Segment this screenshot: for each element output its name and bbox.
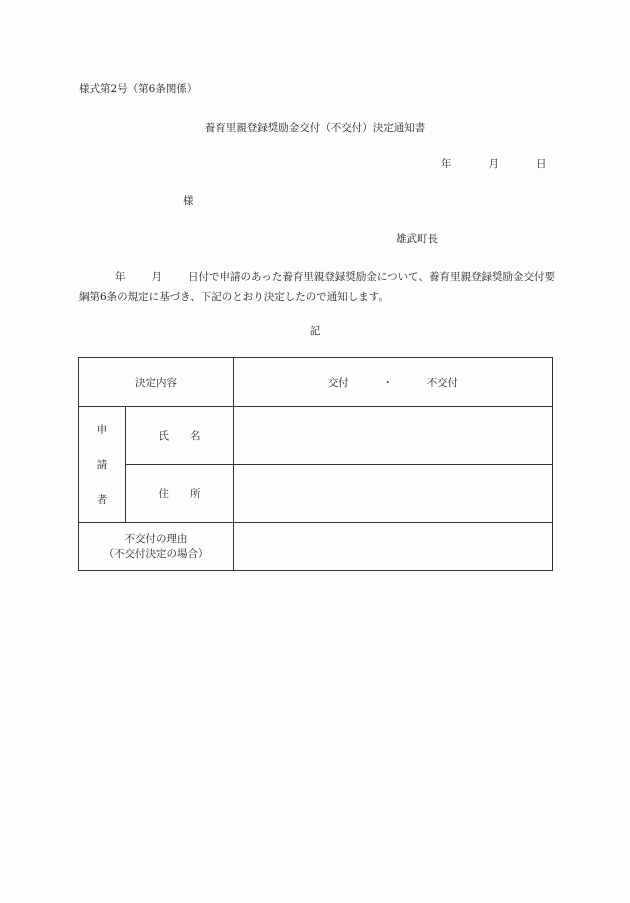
applicant-char-2: 請 [96, 458, 108, 471]
reason-label-line1: 不交付の理由 [124, 532, 188, 545]
date-year: 年 [441, 158, 452, 170]
notification-body [79, 267, 555, 307]
form-number: 様式第2号（第6条関係） [79, 83, 198, 95]
address-field[interactable] [234, 465, 553, 523]
date-day: 日 [536, 158, 547, 170]
body-year: 年 [115, 271, 126, 283]
date-line [441, 156, 547, 171]
document-title: 養育里親登録奨励金交付（不交付）決定通知書 [204, 122, 426, 134]
reason-label-line2: （不交付決定の場合） [103, 547, 209, 560]
applicant-address-row [79, 465, 553, 523]
decision-label: 決定内容 [79, 358, 234, 407]
name-label: 氏 名 [126, 407, 234, 465]
sender-name: 雄武町長 [396, 233, 438, 245]
ki-heading: 記 [309, 325, 321, 337]
applicant-char-3: 者 [96, 493, 108, 506]
name-field[interactable] [234, 407, 553, 465]
applicant-char-1: 申 [96, 423, 108, 436]
addressee-suffix: 様 [183, 195, 194, 207]
decision-row [79, 358, 553, 407]
decision-option-grant[interactable]: 交付 [327, 376, 349, 389]
applicant-name-row [79, 407, 553, 465]
reason-row [79, 523, 553, 571]
body-month: 月 [151, 271, 162, 283]
applicant-label [79, 407, 126, 523]
date-month: 月 [488, 158, 499, 170]
decision-option-deny[interactable]: 不交付 [426, 376, 459, 389]
reason-label [79, 523, 234, 571]
reason-field[interactable] [234, 523, 553, 571]
decision-options [234, 358, 553, 407]
body-text: 日付で申請のあった養育里親登録奨励金について、養育里親登録奨励金交付要綱第6条の規定に基づき、下記のとおり決定したので通知します。 [79, 271, 555, 303]
decision-table [78, 357, 553, 571]
address-label: 住 所 [126, 465, 234, 523]
decision-separator: ・ [382, 376, 393, 389]
